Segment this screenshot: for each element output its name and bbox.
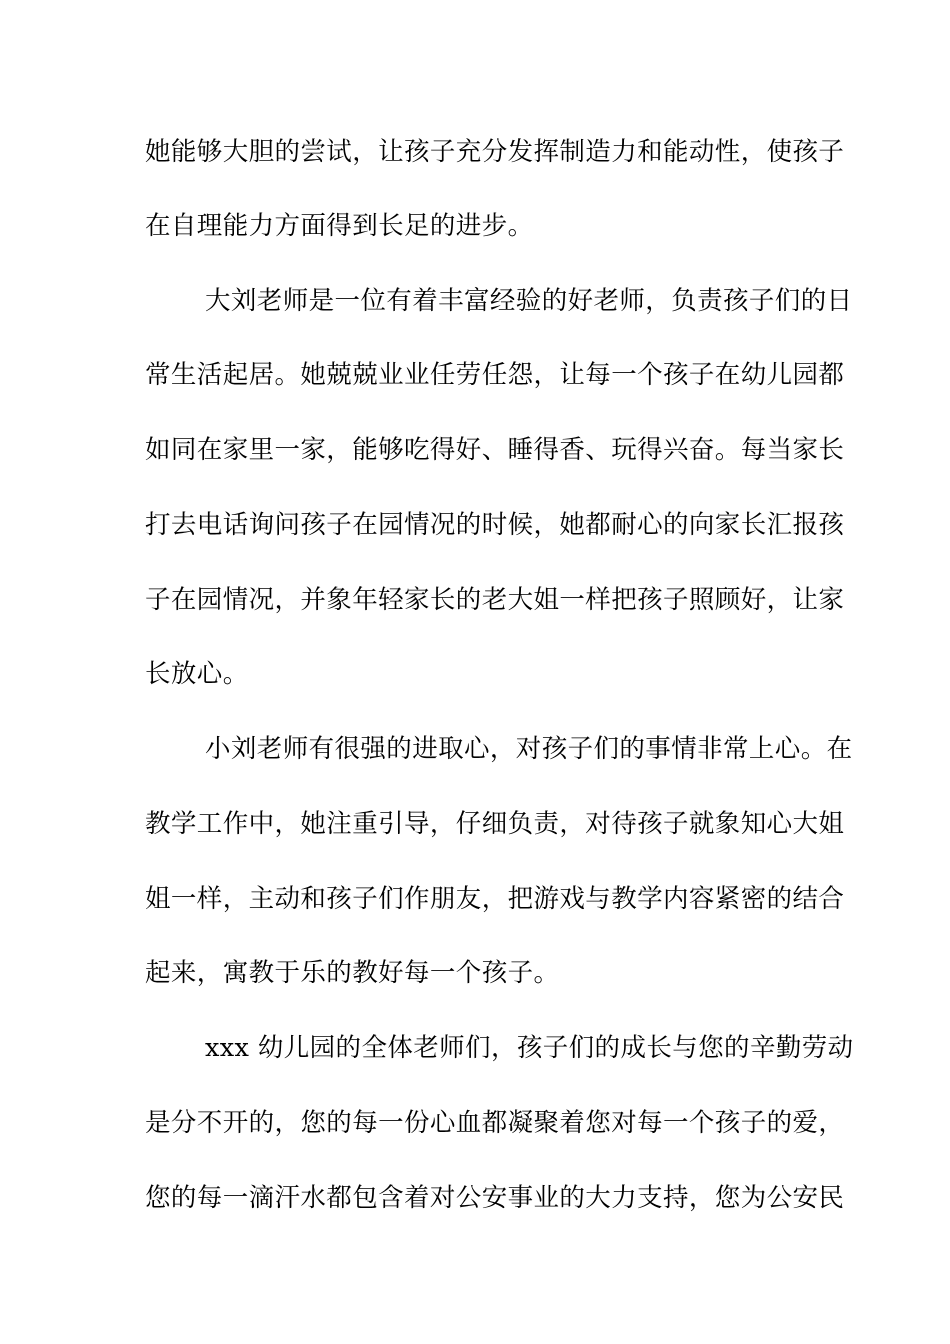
text-line: 子在园情况，并象年轻家长的老大姐一样把孩子照顾好，让家 bbox=[145, 585, 845, 615]
text-line: 是分不开的，您的每一份心血都凝聚着您对每一个孩子的爱， bbox=[145, 1108, 845, 1138]
text-line: 您的每一滴汗水都包含着对公安事业的大力支持，您为公安民 bbox=[145, 1183, 845, 1213]
text-line: 姐一样，主动和孩子们作朋友，把游戏与教学内容紧密的结合 bbox=[145, 884, 845, 914]
text-line: 起来，寓教于乐的教好每一个孩子。 bbox=[145, 958, 560, 988]
text-line: 在自理能力方面得到长足的进步。 bbox=[145, 211, 534, 241]
text-line: 如同在家里一家，能够吃得好、睡得香、玩得兴奋。每当家长 bbox=[145, 435, 845, 465]
text-line: 她能够大胆的尝试，让孩子充分发挥制造力和能动性，使孩子 bbox=[145, 137, 845, 167]
paragraph-start-line: xxx 幼儿园的全体老师们，孩子们的成长与您的辛勤劳动 bbox=[205, 1033, 854, 1063]
text-line: 常生活起居。她兢兢业业任劳任怨，让每一个孩子在幼儿园都 bbox=[145, 360, 845, 390]
text-line: 长放心。 bbox=[145, 659, 249, 689]
text-line: 教学工作中，她注重引导，仔细负责，对待孩子就象知心大姐 bbox=[145, 809, 845, 839]
paragraph-start-line: 小刘老师有很强的进取心，对孩子们的事情非常上心。在 bbox=[205, 734, 853, 764]
paragraph-start-line: 大刘老师是一位有着丰富经验的好老师，负责孩子们的日 bbox=[205, 286, 853, 316]
text-line: 打去电话询问孩子在园情况的时候，她都耐心的向家长汇报孩 bbox=[145, 510, 845, 540]
